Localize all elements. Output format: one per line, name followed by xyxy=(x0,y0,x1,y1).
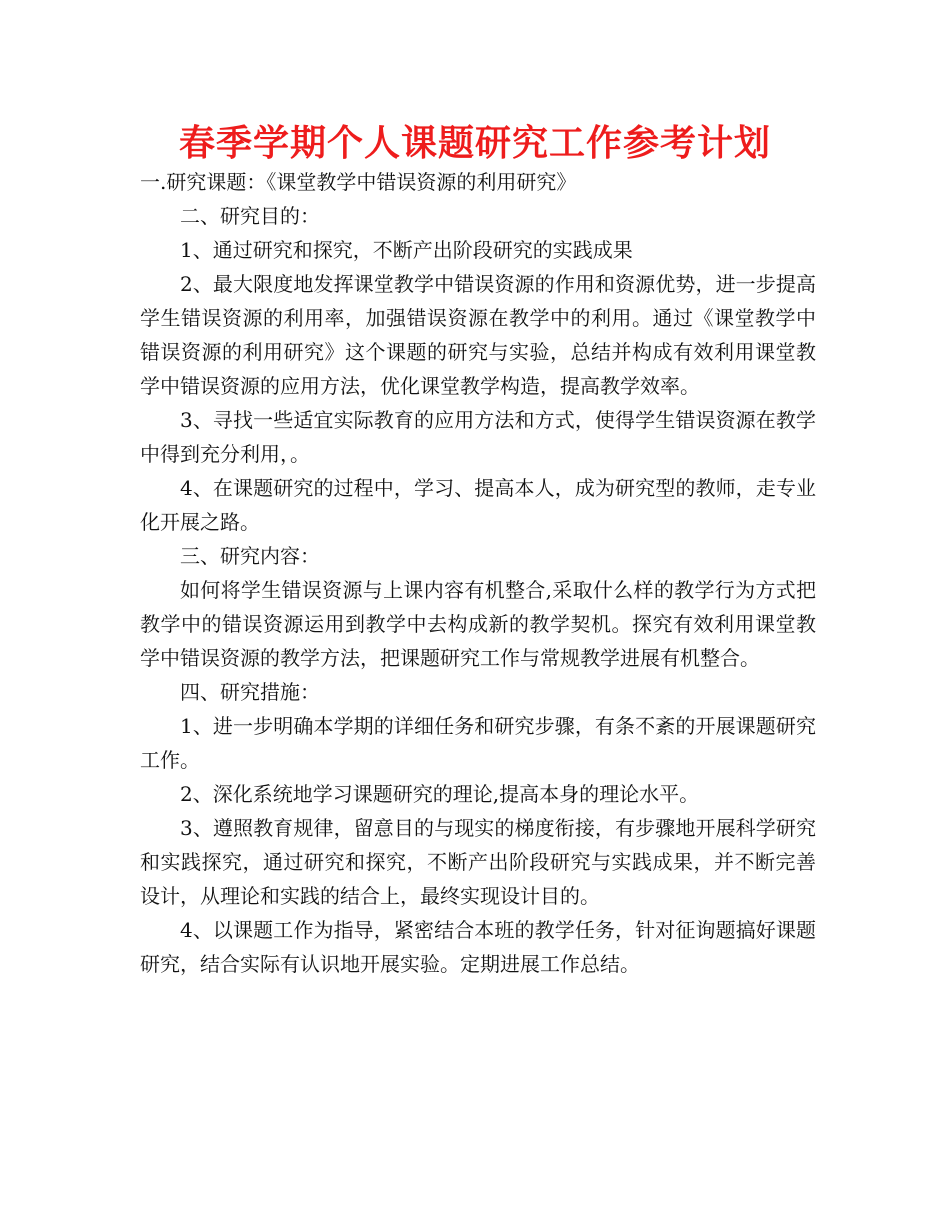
paragraph-measure-2: 2、深化系统地学习课题研究的理论,提高本身的理论水平。 xyxy=(180,782,700,806)
paragraph-measure-4: 4、以课题工作为指导，紧密结合本班的教学任务，针对征询题搞好课题研究，结合实际有认识地开展实验。定期进展工作总结。 xyxy=(140,918,816,976)
heading-research-measures: 四、研究措施： xyxy=(180,680,320,704)
paragraph-purpose-1: 1、通过研究和探究，不断产出阶段研究的实践成果 xyxy=(180,238,633,262)
paragraph-purpose-4: 4、在课题研究的过程中，学习、提高本人，成为研究型的教师，走专业化开展之路。 xyxy=(140,476,816,534)
document-title: 春季学期个人课题研究工作参考计划 xyxy=(178,122,771,164)
paragraph-purpose-2: 2、最大限度地发挥课堂教学中错误资源的作用和资源优势，进一步提高学生错误资源的利用率，加强错误资源在教学中的利用。通过《课堂教学中错误资源的利用研究》这个课题的研究与实验，总结并构成有效利用课堂教学中错误资源的应用方法，优化课堂教学构造，提高教学效率。 xyxy=(140,272,816,398)
paragraph-purpose-3: 3、寻找一些适宜实际教育的应用方法和方式，使得学生错误资源在教学中得到充分利用，。 xyxy=(140,408,816,466)
heading-research-content: 三、研究内容： xyxy=(180,544,320,568)
paragraph-content: 如何将学生错误资源与上课内容有机整合,采取什么样的教学行为方式把教学中的错误资源运用到教学中去构成新的教学契机。探究有效利用课堂教学中错误资源的教学方法，把课题研究工作与常规教学进展有机整合。 xyxy=(140,578,816,670)
heading-research-purpose: 二、研究目的： xyxy=(180,204,320,228)
paragraph-measure-1: 1、进一步明确本学期的详细任务和研究步骤，有条不紊的开展课题研究工作。 xyxy=(140,714,816,772)
paragraph-measure-3: 3、遵照教育规律，留意目的与现实的梯度衔接，有步骤地开展科学研究和实践探究，通过研究和探究，不断产出阶段研究与实践成果，并不断完善设计，从理论和实践的结合上，最终实现设计目的。 xyxy=(140,816,816,908)
paragraph-research-topic: 一.研究课题：《课堂教学中错误资源的利用研究》 xyxy=(140,170,577,194)
document-body xyxy=(140,165,816,981)
